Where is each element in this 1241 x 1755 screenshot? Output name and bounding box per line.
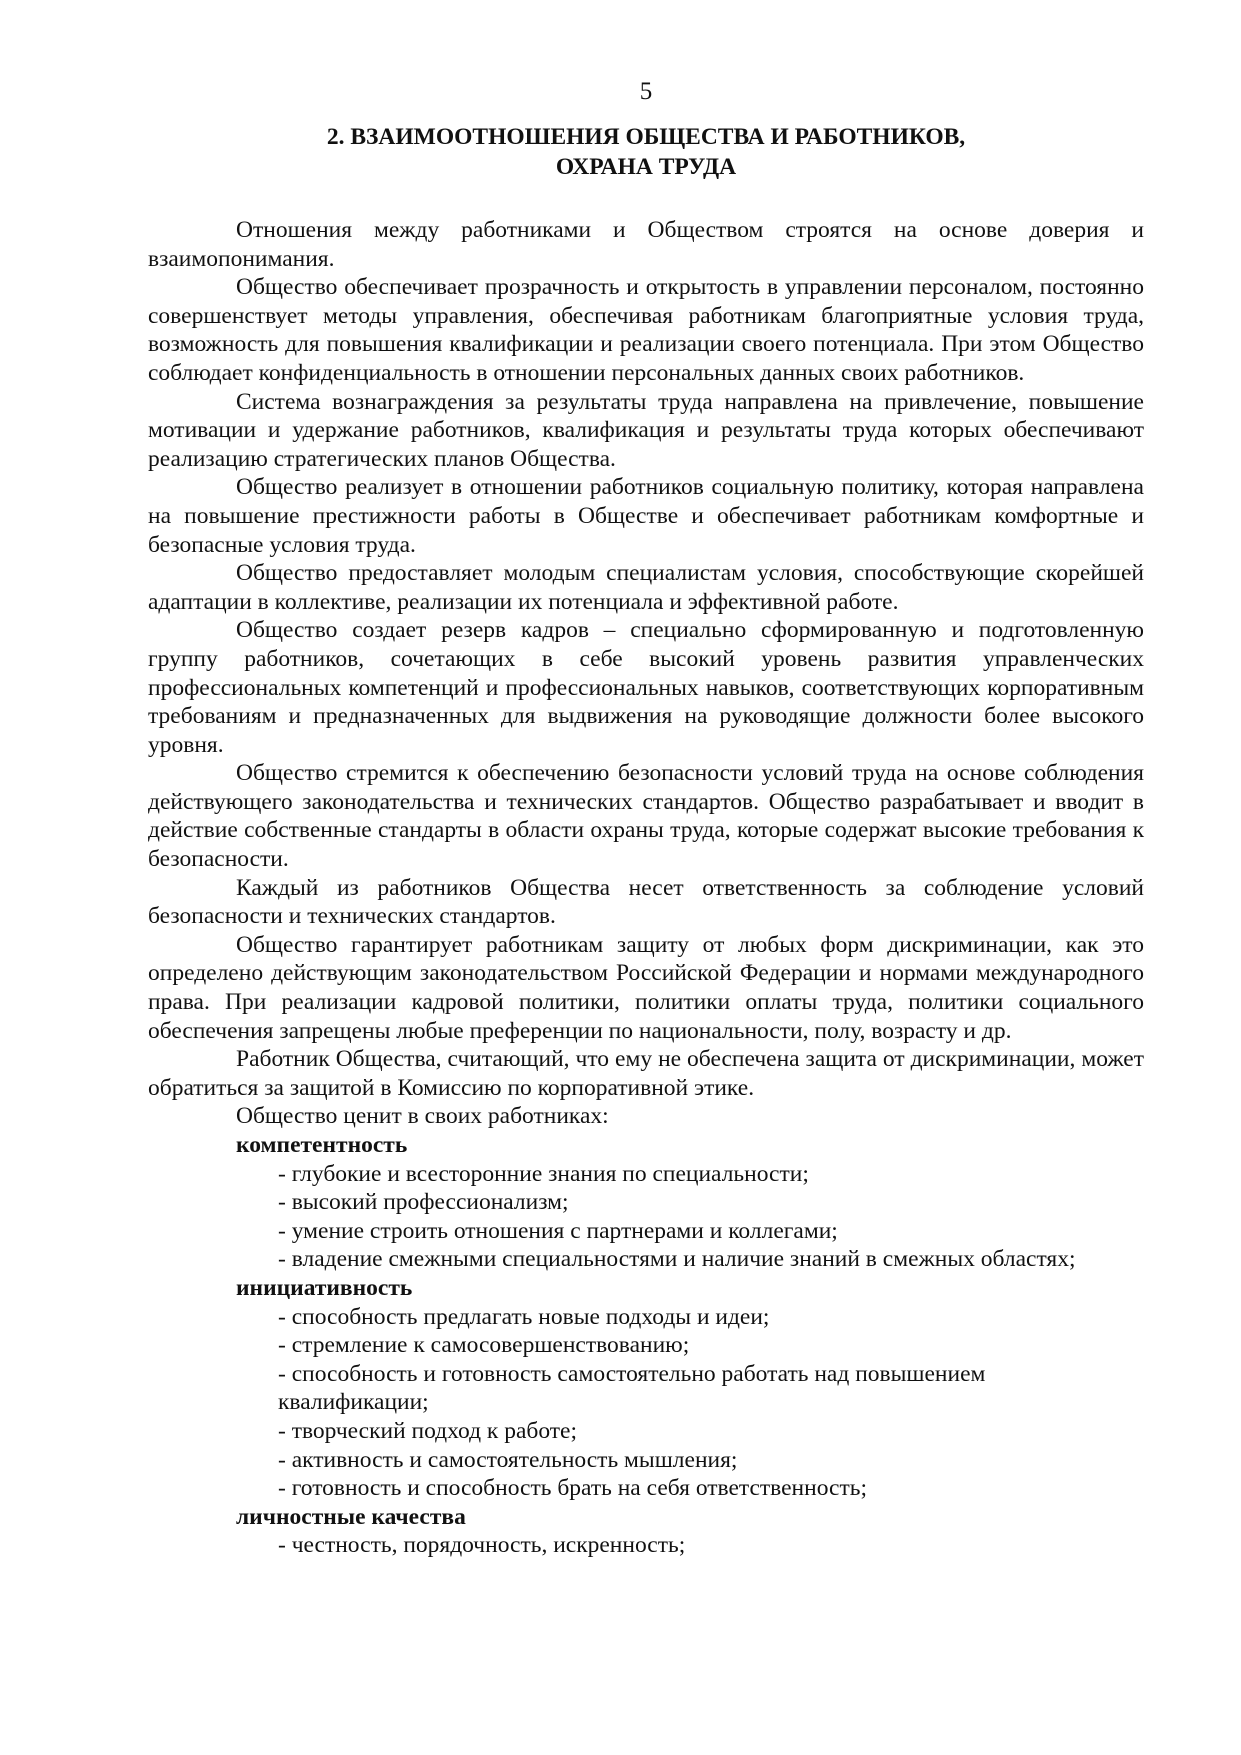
list-item: - способность и готовность самостоятельно работать над повышением квалификации; [278,1360,986,1416]
list-item: - активность и самостоятельность мышления; [278,1446,738,1473]
list-item: - честность, порядочность, искренность; [278,1532,686,1559]
list-item: - творческий подход к работе; [278,1417,577,1444]
list-item: - стремление к самосовершенствованию; [278,1332,690,1359]
list-item: - умение строить отношения с партнерами и коллегами; [278,1217,838,1244]
paragraph-discrimination: Общество гарантирует работникам защиту от любых форм дискриминации, как это определено действующим законодательством Российской Федерации и нормами международного права. При реализации кадровой политики, политики оплаты труда, политики социального обеспечения запрещены любые преференции по национальности, полу, возрасту и др. [148,931,1144,1044]
category-heading: компетентность [236,1132,408,1158]
paragraph-ethics-commission: Работник Общества, считающий, что ему не обеспечена защита от дискриминации, может обратиться за защитой в Комиссию по корпоративной этике. [148,1046,1144,1101]
list-item: - готовность и способность брать на себя ответственность; [278,1475,867,1502]
list-item: - высокий профессионализм; [278,1189,569,1216]
paragraph-trust: Отношения между работниками и Обществом строятся на основе доверия и взаимопонимания. [148,217,1144,272]
paragraph-social-policy: Общество реализует в отношении работников социальную политику, которая направлена на повышение престижности работы в Обществе и обеспечивает работникам комфортные и безопасные условия труда. [148,474,1144,558]
list-item: - глубокие и всесторонние знания по специальности; [278,1160,809,1187]
paragraph-transparency: Общество обеспечивает прозрачность и открытость в управлении персоналом, постоянно совершенствует методы управления, обеспечивая работникам благоприятные условия труда, возможность для повышения квалификации и реализации своего потенциала. При этом Общество соблюдает конфиденциальность в отношении персональных данных своих работников. [148,274,1144,386]
category-heading: инициативность [236,1274,413,1301]
paragraph-reward-system: Система вознаграждения за результаты труда направлена на привлечение, повышение мотивации и удержание работников, квалификация и результаты труда которых обеспечивают реализацию стратегических планов Общества. [148,388,1144,472]
category-heading: личностные качества [236,1503,466,1530]
list-item: - способность предлагать новые подходы и идеи; [278,1303,770,1330]
section-title [148,122,1144,182]
paragraph-young-specialists: Общество предоставляет молодым специалистам условия, способствующие скорейшей адаптации в коллективе, реализации их потенциала и эффективной работе. [148,560,1144,615]
page-number: 5 [639,78,653,105]
category-personal-qualities [148,1503,1144,1560]
category-competence [148,1131,1144,1274]
paragraph-responsibility: Каждый из работников Общества несет ответственность за соблюдение условий безопасности и технических стандартов. [148,874,1144,930]
list-item: - владение смежными специальностями и наличие знаний в смежных областях; [278,1246,1076,1273]
section-title-line-2: ОХРАНА ТРУДА [555,154,737,180]
paragraph-labor-safety: Общество стремится к обеспечению безопасности условий труда на основе соблюдения действующего законодательства и технических стандартов. Общество разрабатывает и вводит в действие собственные стандарты в области охраны труда, которые содержат высокие требования к безопасности. [148,760,1144,873]
category-initiative [148,1274,1144,1503]
document-page [148,72,1144,1560]
paragraph-personnel-reserve: Общество создает резерв кадров – специально сформированную и подготовленную группу работников, сочетающих в себе высокий уровень развития управленческих профессиональных компетенций и профессиональных навыков, соответствующих корпоративным требованиям и предназначенных для выдвижения на руководящие должности более высокого уровня. [148,617,1144,758]
values-intro: Общество ценит в своих работниках: [236,1103,609,1130]
section-title-line-1: 2. ВЗАИМООТНОШЕНИЯ ОБЩЕСТВА И РАБОТНИКОВ, [326,124,966,150]
